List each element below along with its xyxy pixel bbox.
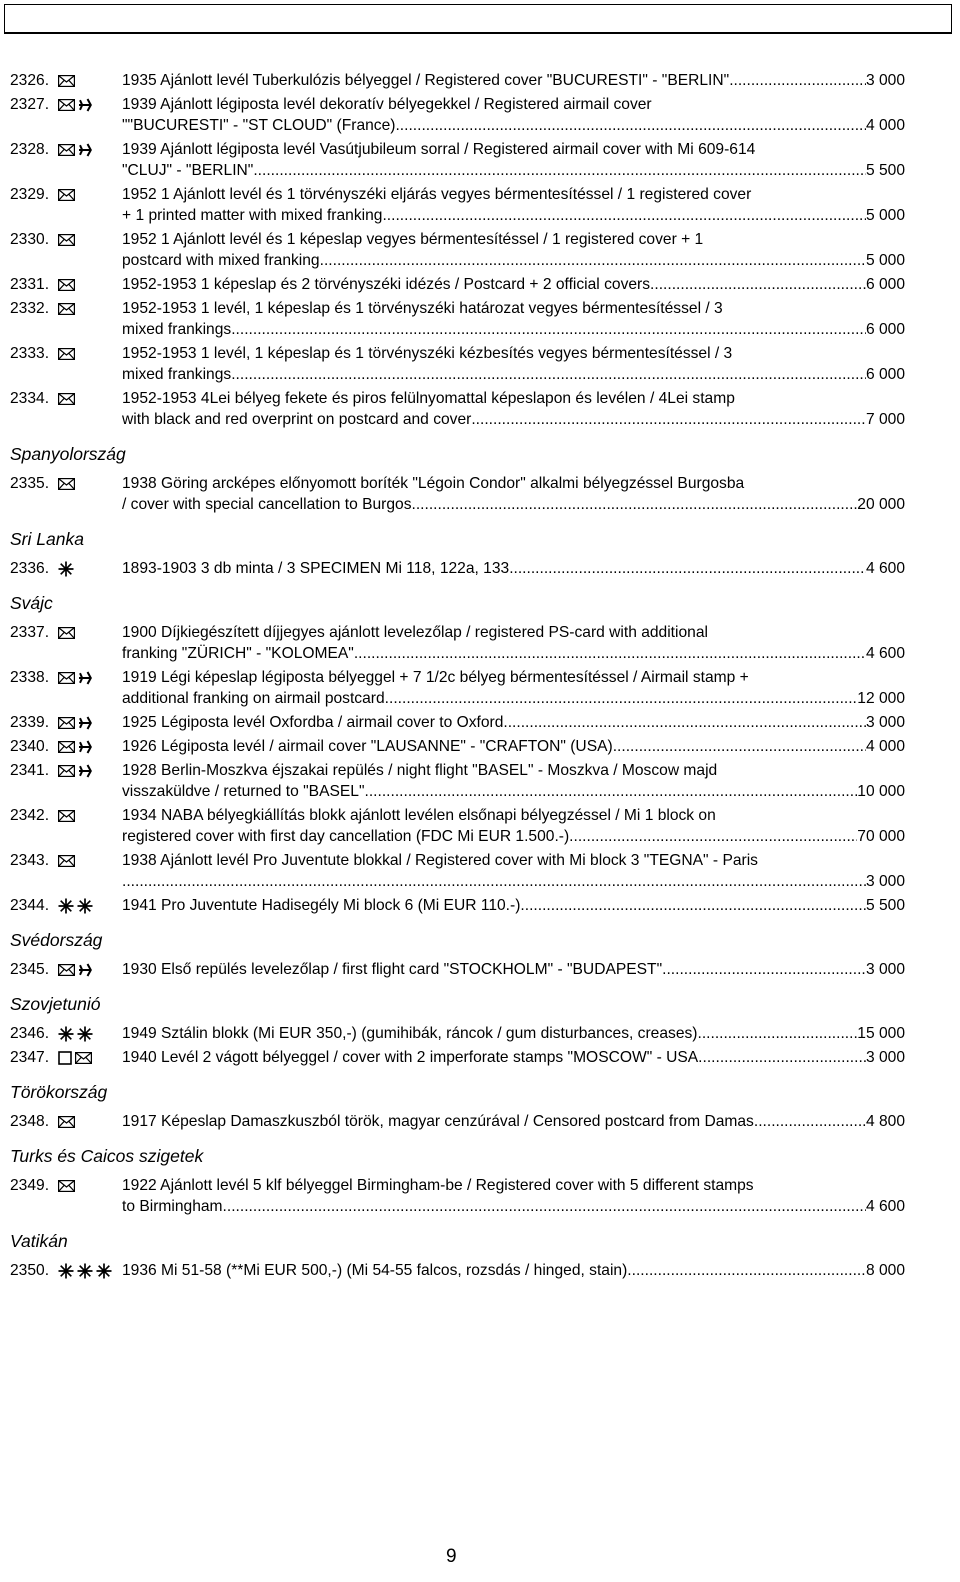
lot-icons	[58, 184, 78, 205]
envelope-icon	[58, 1116, 78, 1128]
section-heading: Spanyolország	[10, 444, 126, 464]
lot-entry	[10, 94, 905, 136]
star-icon	[77, 898, 96, 914]
catalogue-list	[10, 70, 905, 1284]
lot-number: 2339.	[10, 714, 50, 731]
lot-icons	[58, 1023, 96, 1044]
lot-price: 8 000	[865, 1262, 905, 1279]
lot-number: 2350.	[10, 1262, 50, 1279]
lot-price: 3 000	[865, 72, 905, 89]
lot-icons	[58, 712, 95, 733]
lot-icons	[58, 1047, 95, 1068]
lot-text: 1952-1953 4Lei bélyeg fekete és piros felülnyomattal képeslapon és levélen / 4Lei stamp	[122, 390, 735, 407]
lot-icons	[58, 558, 77, 579]
leader-dots	[698, 1047, 866, 1068]
lot-text: 1922 Ajánlott levél 5 klf bélyeggel Birmingham-be / Registered cover with 5 different stamps	[122, 1177, 754, 1194]
lot-price: 6 000	[865, 366, 905, 383]
lot-text: 1952 1 Ajánlott levél és 1 törvényszéki eljárás vegyes bérmentesítéssel / 1 registered cover	[122, 186, 752, 203]
lot-description	[122, 94, 905, 136]
lot-text: "CLUJ" - "BERLIN"	[122, 162, 254, 179]
section-heading: Vatikán	[10, 1231, 68, 1251]
lot-number: 2340.	[10, 738, 50, 755]
lot-description	[122, 760, 905, 802]
square-icon	[58, 1051, 75, 1065]
lot-description	[122, 667, 905, 709]
airplane-icon	[78, 715, 95, 731]
lot-icons	[58, 229, 78, 250]
lot-text: 1917 Képeslap Damaszkuszból török, magyar cenzúrával / Censored postcard from Damas	[122, 1113, 754, 1130]
lot-description	[122, 1047, 905, 1068]
lot-icons	[58, 805, 78, 826]
envelope-icon	[58, 478, 78, 490]
envelope-icon	[58, 810, 78, 822]
lot-text: 1934 NABA bélyegkiállítás blokk ajánlott levélen elsőnapi bélyegzéssel / Mi 1 block on	[122, 807, 716, 824]
lot-icons	[58, 622, 78, 643]
lot-number: 2348.	[10, 1113, 50, 1130]
lot-entry	[10, 473, 905, 515]
envelope-icon	[75, 1052, 95, 1064]
leader-dots	[569, 826, 857, 847]
section-heading: Turks és Caicos szigetek	[10, 1146, 204, 1166]
lot-entry	[10, 298, 905, 340]
star-icon	[58, 1263, 77, 1279]
lot-text: mixed frankings	[122, 321, 232, 338]
lot-number: 2338.	[10, 669, 50, 686]
lot-price: 5 000	[865, 207, 905, 224]
lot-entry	[10, 895, 905, 916]
lot-icons	[58, 895, 96, 916]
lot-number: 2331.	[10, 276, 50, 293]
lot-text: / cover with special cancellation to Burgos	[122, 496, 412, 513]
lot-description	[122, 70, 905, 91]
lot-number: 2344.	[10, 897, 50, 914]
lot-number: 2343.	[10, 852, 50, 869]
lot-price: 12 000	[857, 690, 905, 707]
lot-icons	[58, 959, 95, 980]
lot-text: 1952-1953 1 levél, 1 képeslap és 1 törvényszéki kézbesítés vegyes bérmentesítéssel / 3	[122, 345, 733, 362]
lot-icons	[58, 1175, 78, 1196]
leader-dots	[471, 409, 866, 430]
lot-description	[122, 736, 905, 757]
envelope-icon	[58, 189, 78, 201]
lot-price: 7 000	[865, 411, 905, 428]
page-number: 9	[446, 1546, 457, 1567]
lot-price: 5 500	[865, 897, 905, 914]
lot-text: 1940 Levél 2 vágott bélyeggel / cover with 2 imperforate stamps "MOSCOW" - USA	[122, 1049, 699, 1066]
lot-entry	[10, 712, 905, 733]
envelope-icon	[58, 627, 78, 639]
lot-text: additional franking on airmail postcard	[122, 690, 385, 707]
lot-entry	[10, 274, 905, 295]
lot-price: 6 000	[865, 321, 905, 338]
lot-text: 1938 Ajánlott levél Pro Juventute blokkal / Registered cover with Mi block 3 "TEGNA" - Paris	[122, 852, 758, 869]
star-icon	[96, 1263, 115, 1279]
leader-dots	[627, 1260, 866, 1281]
lot-entry	[10, 388, 905, 430]
lot-price: 4 000	[865, 117, 905, 134]
airplane-icon	[78, 670, 95, 686]
leader-dots	[253, 160, 866, 181]
lot-icons	[58, 1260, 115, 1281]
lot-icons	[58, 1111, 78, 1132]
lot-description	[122, 298, 905, 340]
airplane-icon	[78, 962, 95, 978]
lot-entry	[10, 139, 905, 181]
lot-number: 2342.	[10, 807, 50, 824]
lot-entry	[10, 184, 905, 226]
lot-entry	[10, 736, 905, 757]
lot-price: 4 600	[865, 645, 905, 662]
lot-text: franking "ZÜRICH" - "KOLOMEA"	[122, 645, 354, 662]
lot-description	[122, 622, 905, 664]
lot-number: 2337.	[10, 624, 50, 641]
lot-price: 4 600	[865, 1198, 905, 1215]
lot-description	[122, 1111, 905, 1132]
section-heading: Svédország	[10, 930, 103, 950]
leader-dots	[662, 959, 866, 980]
section-heading: Szovjetunió	[10, 994, 101, 1014]
lot-icons	[58, 70, 78, 91]
lot-number: 2346.	[10, 1025, 50, 1042]
lot-text: 1941 Pro Juventute Hadisegély Mi block 6 (Mi EUR 110.-)	[122, 897, 521, 914]
envelope-icon	[58, 144, 78, 156]
envelope-icon	[58, 99, 78, 111]
star-icon	[77, 1026, 96, 1042]
leader-dots	[231, 364, 866, 385]
lot-number: 2345.	[10, 961, 50, 978]
lot-text: 1900 Díjkiegészített díjjegyes ajánlott levelezőlap / registered PS-card with additional	[122, 624, 708, 641]
lot-entry	[10, 760, 905, 802]
lot-text: 1930 Első repülés levelezőlap / first flight card "STOCKHOLM" - "BUDAPEST"	[122, 961, 663, 978]
lot-text: to Birmingham	[122, 1198, 223, 1215]
lot-text: with black and red overprint on postcard and cover	[122, 411, 472, 428]
lot-icons	[58, 473, 78, 494]
lot-text: 1952-1953 1 levél, 1 képeslap és 1 törvényszéki határozat vegyes bérmentesítéssel / 3	[122, 300, 723, 317]
lot-icons	[58, 760, 95, 781]
lot-entry	[10, 805, 905, 847]
leader-dots	[509, 558, 866, 579]
lot-entry	[10, 229, 905, 271]
lot-price: 6 000	[865, 276, 905, 293]
leader-dots	[412, 494, 858, 515]
lot-number: 2335.	[10, 475, 50, 492]
lot-text: 1952 1 Ajánlott levél és 1 képeslap vegyes bérmentesítéssel / 1 registered cover + 1	[122, 231, 704, 248]
lot-number: 2341.	[10, 762, 50, 779]
lot-text: 1949 Sztálin blokk (Mi EUR 350,-) (gumihibák, ráncok / gum disturbances, creases)	[122, 1025, 698, 1042]
leader-dots	[613, 736, 866, 757]
lot-number: 2334.	[10, 390, 50, 407]
lot-icons	[58, 343, 78, 364]
lot-description	[122, 895, 905, 916]
lot-description	[122, 1175, 905, 1217]
airplane-icon	[78, 142, 95, 158]
section-heading: Sri Lanka	[10, 529, 84, 549]
lot-description	[122, 229, 905, 271]
lot-description	[122, 959, 905, 980]
lot-number: 2330.	[10, 231, 50, 248]
lot-description	[122, 805, 905, 847]
leader-dots	[365, 781, 858, 802]
lot-entry	[10, 70, 905, 91]
lot-description	[122, 1023, 905, 1044]
lot-text: 1952-1953 1 képeslap és 2 törvényszéki idézés / Postcard + 2 official covers	[122, 276, 651, 293]
lot-text: 1938 Göring arcképes előnyomott boríték "Légoin Condor" alkalmi bélyegzéssel Burgosba	[122, 475, 745, 492]
lot-entry	[10, 1047, 905, 1068]
lot-text: 1939 Ajánlott légiposta levél Vasútjubileum sorral / Registered airmail cover with Mi 609-614	[122, 141, 756, 158]
lot-entry	[10, 1260, 905, 1281]
lot-price: 5 500	[865, 162, 905, 179]
lot-price: 5 000	[865, 252, 905, 269]
envelope-icon	[58, 672, 78, 684]
lot-description	[122, 184, 905, 226]
lot-entry	[10, 850, 905, 892]
lot-text: 1926 Légiposta levél / airmail cover "LAUSANNE" - "CRAFTON" (USA)	[122, 738, 613, 755]
lot-text: 1939 Ajánlott légiposta levél dekoratív bélyegekkel / Registered airmail cover	[122, 96, 652, 113]
lot-entry	[10, 667, 905, 709]
lot-entry	[10, 558, 905, 579]
lot-number: 2328.	[10, 141, 50, 158]
leader-dots	[754, 1111, 866, 1132]
leader-dots	[122, 871, 866, 892]
lot-number: 2327.	[10, 96, 50, 113]
envelope-icon	[58, 348, 78, 360]
leader-dots	[382, 205, 866, 226]
lot-entry	[10, 1023, 905, 1044]
lot-price: 15 000	[857, 1025, 905, 1042]
lot-price: 70 000	[857, 828, 905, 845]
lot-price: 4 600	[865, 560, 905, 577]
envelope-icon	[58, 234, 78, 246]
envelope-icon	[58, 303, 78, 315]
leader-dots	[697, 1023, 857, 1044]
lot-description	[122, 274, 905, 295]
leader-dots	[520, 895, 866, 916]
lot-price: 3 000	[865, 961, 905, 978]
lot-text: 1925 Légiposta levél Oxfordba / airmail cover to Oxford	[122, 714, 504, 731]
lot-number: 2332.	[10, 300, 50, 317]
lot-price: 3 000	[865, 714, 905, 731]
lot-icons	[58, 850, 78, 871]
star-icon	[58, 1026, 77, 1042]
lot-description	[122, 850, 905, 892]
lot-number: 2329.	[10, 186, 50, 203]
envelope-icon	[58, 393, 78, 405]
lot-icons	[58, 274, 78, 295]
envelope-icon	[58, 717, 78, 729]
lot-description	[122, 1260, 905, 1281]
lot-price: 3 000	[865, 873, 905, 890]
star-icon	[58, 561, 77, 577]
lot-icons	[58, 94, 95, 115]
lot-icons	[58, 298, 78, 319]
lot-entry	[10, 343, 905, 385]
lot-text: registered cover with first day cancellation (FDC Mi EUR 1.500.-)	[122, 828, 570, 845]
lot-entry	[10, 959, 905, 980]
airplane-icon	[78, 739, 95, 755]
lot-icons	[58, 667, 95, 688]
lot-description	[122, 388, 905, 430]
lot-text: postcard with mixed franking	[122, 252, 320, 269]
lot-icons	[58, 139, 95, 160]
lot-entry	[10, 622, 905, 664]
lot-description	[122, 712, 905, 733]
leader-dots	[223, 1196, 866, 1217]
lot-text: 1935 Ajánlott levél Tuberkulózis bélyeggel / Registered cover "BUCURESTI" - "BERLIN"	[122, 72, 730, 89]
lot-price: 4 000	[865, 738, 905, 755]
section-heading: Svájc	[10, 593, 53, 613]
leader-dots	[395, 115, 866, 136]
lot-number: 2347.	[10, 1049, 50, 1066]
lot-number: 2336.	[10, 560, 50, 577]
lot-description	[122, 343, 905, 385]
star-icon	[77, 1263, 96, 1279]
lot-price: 3 000	[865, 1049, 905, 1066]
leader-dots	[385, 688, 858, 709]
lot-number: 2333.	[10, 345, 50, 362]
envelope-icon	[58, 279, 78, 291]
lot-text: 1919 Légi képeslap légiposta bélyeggel + 7 1/2c bélyeg bérmentesítéssel / Airmail stamp +	[122, 669, 749, 686]
leader-dots	[503, 712, 866, 733]
lot-icons	[58, 388, 78, 409]
airplane-icon	[78, 97, 95, 113]
leader-dots	[354, 643, 866, 664]
envelope-icon	[58, 855, 78, 867]
leader-dots	[231, 319, 866, 340]
star-icon	[58, 898, 77, 914]
lot-text: visszaküldve / returned to "BASEL"	[122, 783, 365, 800]
envelope-icon	[58, 741, 78, 753]
leader-dots	[320, 250, 866, 271]
lot-text: 1928 Berlin-Moszkva éjszakai repülés / night flight "BASEL" - Moszkva / Moscow majd	[122, 762, 718, 779]
lot-price: 4 800	[865, 1113, 905, 1130]
airplane-icon	[78, 763, 95, 779]
page-header-frame	[4, 4, 952, 34]
lot-description	[122, 139, 905, 181]
lot-text: ""BUCURESTI" - "ST CLOUD" (France)	[122, 117, 396, 134]
lot-price: 10 000	[857, 783, 905, 800]
lot-number: 2349.	[10, 1177, 50, 1194]
leader-dots	[650, 274, 866, 295]
envelope-icon	[58, 765, 78, 777]
lot-text: + 1 printed matter with mixed franking	[122, 207, 383, 224]
lot-entry	[10, 1175, 905, 1217]
envelope-icon	[58, 964, 78, 976]
lot-price: 20 000	[857, 496, 905, 513]
envelope-icon	[58, 75, 78, 87]
lot-text: mixed frankings	[122, 366, 232, 383]
lot-text: 1936 Mi 51-58 (**Mi EUR 500,-) (Mi 54-55 falcos, rozsdás / hinged, stain)	[122, 1262, 628, 1279]
lot-icons	[58, 736, 95, 757]
section-heading: Törökország	[10, 1082, 108, 1102]
lot-entry	[10, 1111, 905, 1132]
leader-dots	[729, 70, 866, 91]
lot-number: 2326.	[10, 72, 50, 89]
lot-text: 1893-1903 3 db minta / 3 SPECIMEN Mi 118, 122a, 133	[122, 560, 510, 577]
lot-description	[122, 558, 905, 579]
lot-description	[122, 473, 905, 515]
envelope-icon	[58, 1180, 78, 1192]
